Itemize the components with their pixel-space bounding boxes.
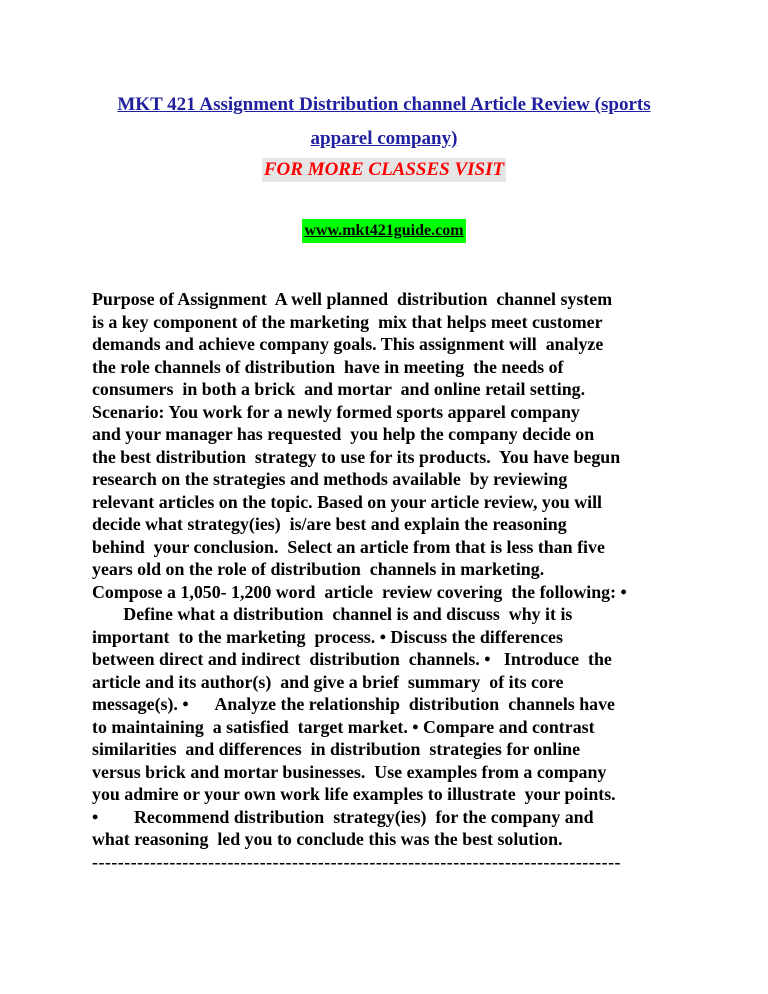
body-line: consumers in both a brick and mortar and online retail setting. [92, 379, 586, 399]
body-line: between direct and indirect distribution channels. • Introduce the [92, 649, 612, 669]
body-line: research on the strategies and methods available by reviewing [92, 469, 568, 489]
body-line: years old on the role of distribution channels in marketing. [92, 559, 545, 579]
body-line: similarities and differences in distribution strategies for online [92, 739, 581, 759]
body-line: decide what strategy(ies) is/are best and explain the reasoning [92, 514, 567, 534]
body-line: important to the marketing process. • Discuss the differences [92, 626, 563, 647]
body-line: Compose a 1,050- 1,200 word article review covering the following: • [92, 581, 627, 602]
body-line: what reasoning led you to conclude this was the best solution. [92, 829, 563, 849]
body-line: is a key component of the marketing mix that helps meet customer [92, 311, 603, 332]
body-text [92, 288, 692, 873]
body-line: Scenario: You work for a newly formed sports apparel company [92, 401, 580, 422]
body-line: versus brick and mortar businesses. Use examples from a company [92, 761, 607, 782]
link-container [0, 219, 768, 243]
body-line: • Recommend distribution strategy(ies) for the company and [92, 806, 594, 827]
body-line: message(s). • Analyze the relationship distribution channels have [92, 694, 615, 714]
body-line: Define what a distribution channel is and discuss why it is [92, 604, 573, 624]
body-line: you admire or your own work life examples to illustrate your points. [92, 784, 616, 804]
body-line: article and its author(s) and give a brief summary of its core [92, 671, 564, 692]
promo-text: FOR MORE CLASSES VISIT [263, 159, 505, 180]
body-line: Purpose of Assignment A well planned distribution channel system [92, 289, 613, 309]
body-line: to maintaining a satisfied target market. • Compare and contrast [92, 716, 595, 737]
guide-website-link[interactable]: www.mkt421guide.com [302, 219, 465, 243]
body-line: relevant articles on the topic. Based on your article review, you will [92, 491, 603, 512]
body-line: and your manager has requested you help the company decide on [92, 424, 595, 444]
body-line: demands and achieve company goals. This assignment will analyze [92, 334, 604, 354]
title-line-2: apparel company) [310, 128, 458, 149]
separator-line: ---------------------------------------------------------------------------------- [92, 851, 621, 872]
body-line: behind your conclusion. Select an article from that is less than five [92, 536, 605, 557]
title-line-1: MKT 421 Assignment Distribution channel Article Review (sports [117, 94, 651, 115]
promo-banner [0, 158, 768, 183]
body-line: the role channels of distribution have in meeting the needs of [92, 356, 564, 377]
body-line: the best distribution strategy to use for its products. You have begun [92, 446, 621, 467]
